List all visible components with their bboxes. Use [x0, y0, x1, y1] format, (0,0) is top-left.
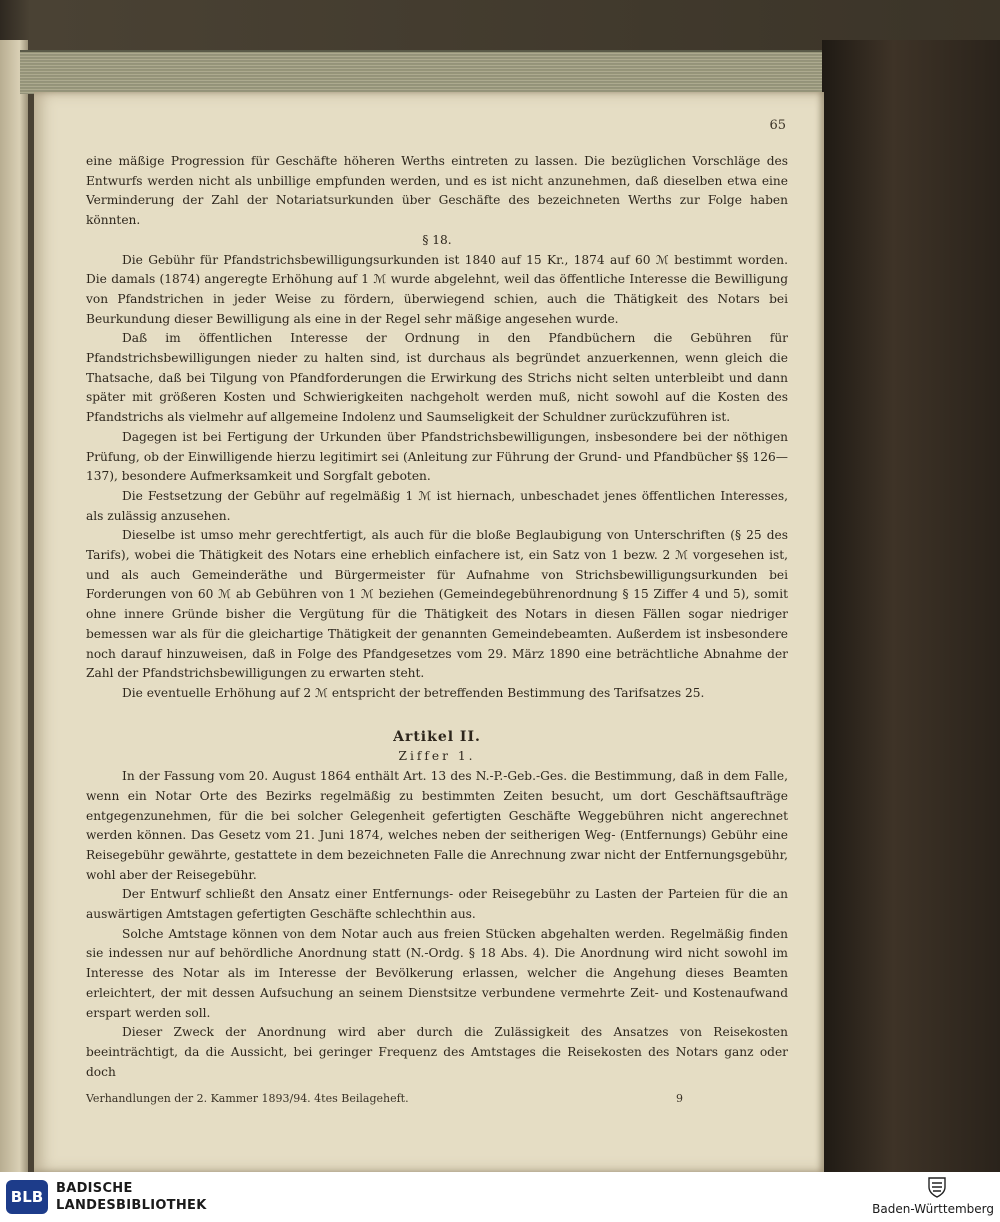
library-name[interactable] — [56, 1180, 207, 1214]
library-bar — [0, 1172, 1000, 1222]
paragraph-sub: Ziffer 1. — [398, 749, 476, 764]
library-name-line2: LANDESBIBLIOTHEK — [56, 1198, 207, 1213]
paragraph-indent: Dieselbe ist umso mehr gerechtfertigt, als auch für die bloße Beglaubigung von Unterschriften (§ 25 des Tarifs), wobei die Thätigkeit des Notars eine erheblich einfachere ist, ein Satz von 1 bezw. 2 ℳ vorgesehen ist, und als auch Gemeinderäthe und Bürgermeister für Aufnahme von Strichsbewilligungsurkunden bei Forderungen von 60 ℳ ab Gebühren von 1 ℳ beziehen (Gemeindegebührenordnung § 15 Ziffer 4 und 5), somit ohne innere Gründe bisher die Vergütung für die Thätigkeit des Notars in diesen Fällen sogar niedriger bemessen war als für die gleichartige Thätigkeit der genannten Gemeindebeamten. Außerdem ist insbesondere noch darauf hinzuweisen, daß in Folge des Pfandgesetzes vom 29. März 1890 eine beträchtliche Abnahme der Zahl der Pfandstrichsbewilligungen zu erwarten steht. — [86, 528, 788, 681]
paragraph-indent: Solche Amtstage können von dem Notar auch aus freien Stücken abgehalten werden. Regelmäßig finden sie indessen nur auf behördliche Anordnung statt (N.-Ordg. § 18 Abs. 4). Die Anordnung wird nicht sowohl im Interesse des Notar als im Interesse der Bevölkerung erlassen, welcher die Angehung dieses Beamten erleichtert, der mit dessen Aufsuchung an seinem Dienstsitze verbundene vermehrte Zeit- und Kostenaufwand erspart werden soll. — [86, 926, 788, 1020]
document-page — [34, 92, 824, 1172]
page-text — [86, 152, 788, 1082]
paragraph-indent: Die Festsetzung der Gebühr auf regelmäßig 1 ℳ ist hiernach, unbeschadet jenes öffentlichen Interesses, als zulässig anzusehen. — [86, 488, 788, 523]
paragraph-indent: Dagegen ist bei Fertigung der Urkunden über Pfandstrichsbewilligungen, insbesondere bei der nöthigen Prüfung, ob der Einwilligende hierzu legitimirt sei (Anleitung zur Führung der Grund- und Pfandbücher §§ 126—137), besondere Aufmerksamkeit und Sorgfalt geboten. — [86, 429, 788, 484]
state-name[interactable]: Baden-Württemberg — [872, 1202, 994, 1216]
paragraph-section: § 18. — [422, 232, 452, 247]
library-name-line1: BADISCHE — [56, 1181, 133, 1196]
paragraph-indent: Dieser Zweck der Anordnung wird aber durch die Zulässigkeit des Ansatzes von Reisekosten beeinträchtigt, da die Aussicht, bei geringer Frequenz des Amtstages die Reisekosten des Notars ganz oder doch — [86, 1025, 788, 1079]
paragraph-heading: Artikel II. — [393, 728, 481, 745]
blb-logo[interactable]: BLB — [6, 1180, 48, 1214]
footer-signature: 9 — [676, 1092, 683, 1105]
paragraph-indent: In der Fassung vom 20. August 1864 enthält Art. 13 des N.-P.-Geb.-Ges. die Bestimmung, daß in dem Falle, wenn ein Notar Orte des Bezirks regelmäßig zu bestimmten Zeiten besucht, um dort Geschäftsaufträge entgegenzunehmen, für die bei solcher Gelegenheit gefertigten Geschäfte Weggebühren nicht angerechnet werden können. Das Gesetz vom 21. Juni 1874, welches neben der seitherigen Weg- (Entfernungs) Gebühr eine Reisegebühr gewährte, gestattete in dem bezeichneten Falle die Anrechnung zwar nicht der Entfernungsgebühr, wohl aber der Reisegebühr. — [86, 769, 788, 882]
paragraph-normal: eine mäßige Progression für Geschäfte höheren Werths eintreten zu lassen. Die bezüglichen Vorschläge des Entwurfs werden nicht als unbillige empfunden werden, und es ist nicht anzunehmen, daß dieselben etwa eine Verminderung der Zahl der Notariatsurkunden über Geschäfte des bezeichneten Werths zur Folge haben könnten. — [86, 154, 788, 228]
page-number: 65 — [769, 118, 786, 133]
crest-icon — [926, 1176, 948, 1198]
paragraph-indent: Der Entwurf schließt den Ansatz einer Entfernungs- oder Reisegebühr zu Lasten der Parteien für die an auswärtigen Amtstagen gefertigten Geschäfte schlechthin aus. — [86, 887, 788, 922]
paragraph-indent: Die Gebühr für Pfandstrichsbewilligungsurkunden ist 1840 auf 15 Kr., 1874 auf 60 ℳ bestimmt worden. Die damals (1874) angeregte Erhöhung auf 1 ℳ wurde abgelehnt, weil das öffentliche Interesse die Bewilligung von Pfandstrichen in jeder Weise zu fördern, überwiegend schien, auch die Thätigkeit des Notars bei Beurkundung dieser Bewilligung als eine in der Regel sehr mäßige angesehen wurde. — [86, 252, 788, 326]
page-footer — [86, 1092, 788, 1105]
footer-text: Verhandlungen der 2. Kammer 1893/94. 4tes Beilageheft. — [86, 1092, 409, 1105]
left-page-edge — [0, 40, 28, 1172]
page-stack-edge — [20, 50, 828, 94]
book-cover — [822, 40, 1000, 1172]
paragraph-indent: Daß im öffentlichen Interesse der Ordnung in den Pfandbüchern die Gebühren für Pfandstrichsbewilligungen nieder zu halten sind, ist durchaus als begründet anzuerkennen, wenn gleich die Thatsache, daß bei Tilgung von Pfandforderungen die Erwirkung des Strichs nicht selten unterbleibt und dann später mit größeren Kosten und Schwierigkeiten nachgeholt werden muß, nicht sowohl auf die Kosten des Pfandstrichs als vielmehr auf allgemeine Indolenz und Saumseligkeit der Schuldner zurückzuführen ist. — [86, 331, 788, 425]
paragraph-indent: Die eventuelle Erhöhung auf 2 ℳ entspricht der betreffenden Bestimmung des Tarifsatzes 25. — [122, 685, 705, 700]
